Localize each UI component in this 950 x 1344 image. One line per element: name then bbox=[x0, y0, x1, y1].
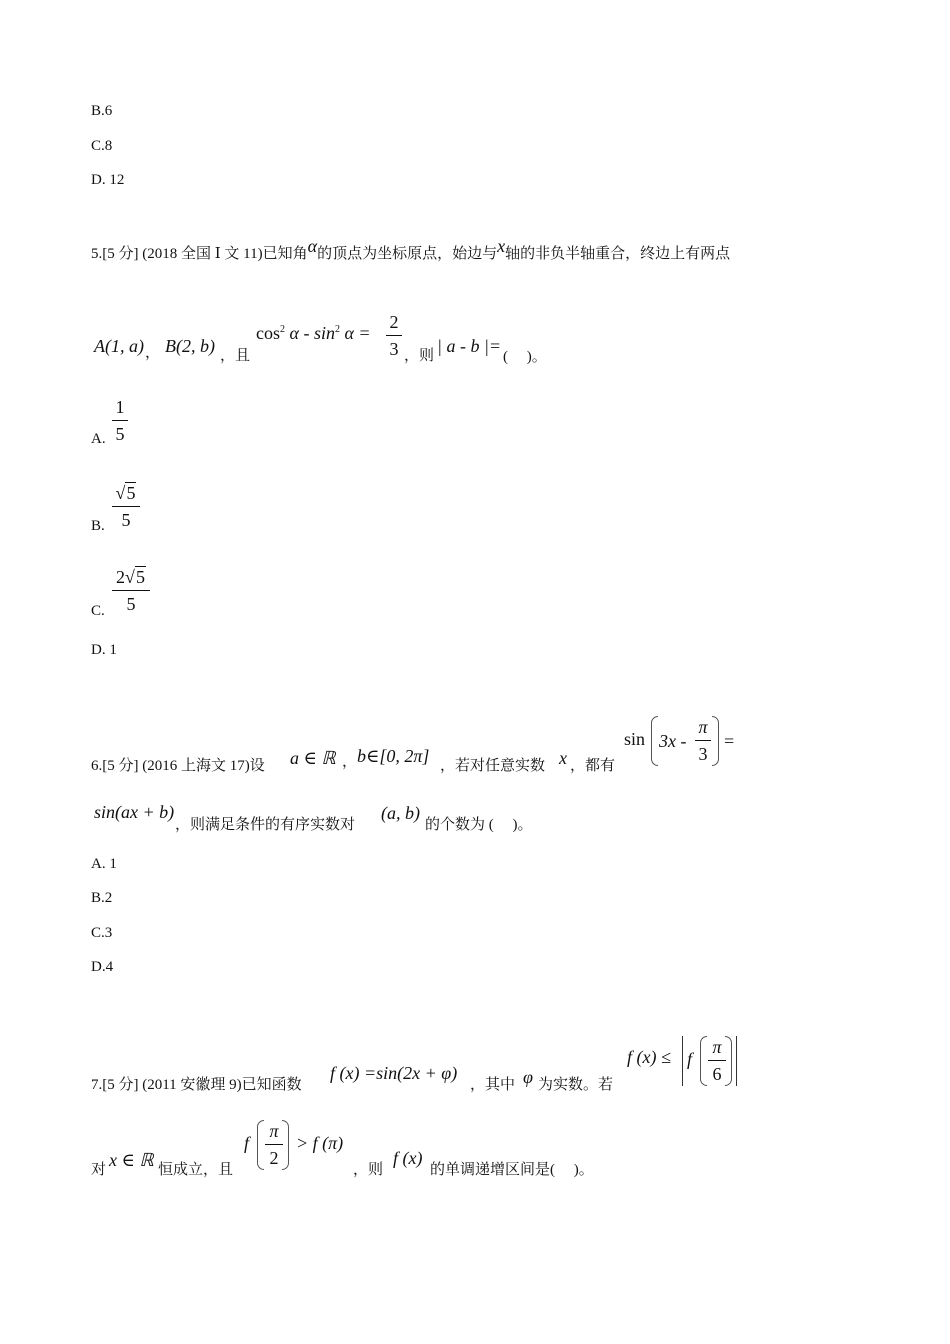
q4-option-b: B.6 bbox=[91, 103, 113, 119]
q6-option-a: A. 1 bbox=[91, 856, 117, 872]
q5-point-a: A(1, a) bbox=[94, 336, 144, 356]
q7-pi: π bbox=[712, 1037, 722, 1057]
q6-pair: (a, b) bbox=[381, 803, 420, 823]
q5-b-num: √5 bbox=[115, 483, 136, 503]
q5-tail: ( )。 bbox=[503, 349, 547, 365]
q6-inner: 3x - bbox=[659, 731, 687, 751]
q6-left-paren bbox=[651, 716, 658, 766]
q6-mid2: ，都有 bbox=[570, 758, 616, 774]
q7-left-paren bbox=[700, 1036, 707, 1086]
q7-f: f bbox=[687, 1049, 693, 1069]
q5-minus-sin: α - sin bbox=[289, 323, 335, 343]
q5-c-sqrt: 5 bbox=[135, 567, 145, 587]
q6-pi-bar bbox=[695, 740, 711, 741]
q5-and: ，且 bbox=[220, 348, 251, 364]
q5-abs-expr: | a - b |= bbox=[437, 336, 502, 356]
q5-option-c-frac bbox=[112, 566, 150, 615]
q6-option-c: C.3 bbox=[91, 925, 113, 941]
q7-two: 2 bbox=[269, 1148, 279, 1168]
q7-pi-bar bbox=[708, 1060, 726, 1061]
q7-x-in-r: x ∈ ℝ bbox=[109, 1150, 154, 1170]
q5-option-d: D. 1 bbox=[91, 642, 117, 658]
q6-mid: ，若对任意实数 bbox=[440, 758, 546, 774]
q6-comma: ， bbox=[342, 754, 358, 770]
q5-b-den: 5 bbox=[121, 510, 131, 530]
q7-line2-start: 对 bbox=[91, 1162, 107, 1178]
q7-line2-mid: 恒成立，且 bbox=[158, 1162, 234, 1178]
q5-point-b: B(2, b) bbox=[165, 336, 215, 356]
q7-pi2-bar bbox=[265, 1144, 283, 1145]
q7-fx2: f (x) bbox=[393, 1148, 423, 1168]
q6-three: 3 bbox=[698, 744, 708, 764]
q7-right-paren-2 bbox=[282, 1120, 289, 1170]
q6-option-b: B.2 bbox=[91, 890, 113, 906]
q6-x: x bbox=[559, 748, 567, 768]
q5-eq: α = bbox=[344, 323, 371, 343]
q7-mid: ，其中 bbox=[470, 1077, 516, 1093]
q5-sup-a: 2 bbox=[280, 324, 285, 335]
q7-phi: φ bbox=[523, 1067, 533, 1087]
q6-sin: sin bbox=[624, 729, 646, 749]
q7-right-paren bbox=[725, 1036, 732, 1086]
q5-comma: ， bbox=[145, 345, 161, 361]
q6-pi-frac bbox=[695, 716, 711, 765]
q5-cos: cos bbox=[256, 323, 280, 343]
q7-gt: > f (π) bbox=[296, 1133, 344, 1153]
q5-b-bar bbox=[112, 506, 140, 507]
q7-pi-frac-2 bbox=[265, 1120, 283, 1169]
q5-option-a-frac bbox=[112, 396, 128, 445]
q7-pi-frac bbox=[708, 1036, 726, 1085]
q4-option-c: C.8 bbox=[91, 138, 113, 154]
q5-stem-line1 bbox=[91, 236, 731, 263]
q5-c-num: 2√5 bbox=[116, 567, 145, 587]
q7-stem-start: 7.[5 分] (2011 安徽理 9)已知函数 bbox=[91, 1077, 302, 1093]
q5-cos-expr bbox=[256, 323, 371, 344]
q6-line2-text: ，则满足条件的有序实数对 bbox=[175, 817, 356, 833]
q5-x: x bbox=[497, 236, 506, 256]
q7-line2-then: ，则 bbox=[353, 1162, 384, 1178]
q5-a-bar bbox=[112, 420, 128, 421]
q5-then: ，则 bbox=[404, 348, 435, 364]
q5-fraction bbox=[386, 311, 402, 360]
q5-frac-den: 3 bbox=[389, 339, 399, 359]
q6-pi: π bbox=[698, 717, 708, 737]
q7-abs-left bbox=[682, 1036, 683, 1086]
q5-option-b-frac bbox=[112, 482, 140, 531]
q7-f2: f bbox=[244, 1133, 250, 1153]
q7-line2-tail: 的单调递增区间是( )。 bbox=[430, 1162, 594, 1178]
q5-a-den: 5 bbox=[115, 424, 125, 444]
q5-stem-start: 5.[5 分] (2018 全国 Ⅰ 文 11)已知角 bbox=[91, 246, 308, 262]
q6-line2-tail: 的个数为 ( )。 bbox=[425, 817, 533, 833]
q7-pi2: π bbox=[269, 1121, 279, 1141]
q5-option-b-label: B. bbox=[91, 518, 105, 534]
q6-right-paren bbox=[712, 716, 719, 766]
q6-a-in-r: a ∈ ℝ bbox=[290, 748, 336, 768]
q5-option-c-label: C. bbox=[91, 603, 105, 619]
q6-b-interval: b∈[0, 2π] bbox=[357, 746, 430, 766]
q7-fx: f (x) =sin(2x + φ) bbox=[330, 1063, 458, 1083]
q5-option-a-label: A. bbox=[91, 431, 106, 447]
q5-frac-bar bbox=[386, 335, 402, 336]
q6-equals: = bbox=[724, 731, 735, 751]
q7-ineq-left: f (x) ≤ bbox=[627, 1047, 671, 1067]
q5-c-bar bbox=[112, 590, 150, 591]
q7-six: 6 bbox=[712, 1064, 722, 1084]
q5-stem-mid1: 的顶点为坐标原点，始边与 bbox=[317, 246, 498, 262]
q5-alpha: α bbox=[307, 236, 318, 256]
q7-mid2: 为实数。若 bbox=[538, 1077, 614, 1093]
q4-option-d: D. 12 bbox=[91, 172, 125, 188]
q6-stem-start: 6.[5 分] (2016 上海文 17)设 bbox=[91, 758, 265, 774]
q5-sup-b: 2 bbox=[334, 324, 340, 335]
q6-option-d: D.4 bbox=[91, 959, 114, 975]
q7-left-paren-2 bbox=[257, 1120, 264, 1170]
q5-c-coef: 2 bbox=[116, 567, 126, 587]
q5-a-num: 1 bbox=[115, 397, 125, 417]
q5-frac-num: 2 bbox=[389, 312, 399, 332]
q5-b-sqrt: 5 bbox=[126, 483, 136, 503]
q5-stem-mid2: 轴的非负半轴重合，终边上有两点 bbox=[505, 246, 731, 262]
q7-abs-right bbox=[736, 1036, 737, 1086]
q5-c-den: 5 bbox=[126, 594, 136, 614]
q6-line2-expr: sin(ax + b) bbox=[94, 802, 175, 822]
